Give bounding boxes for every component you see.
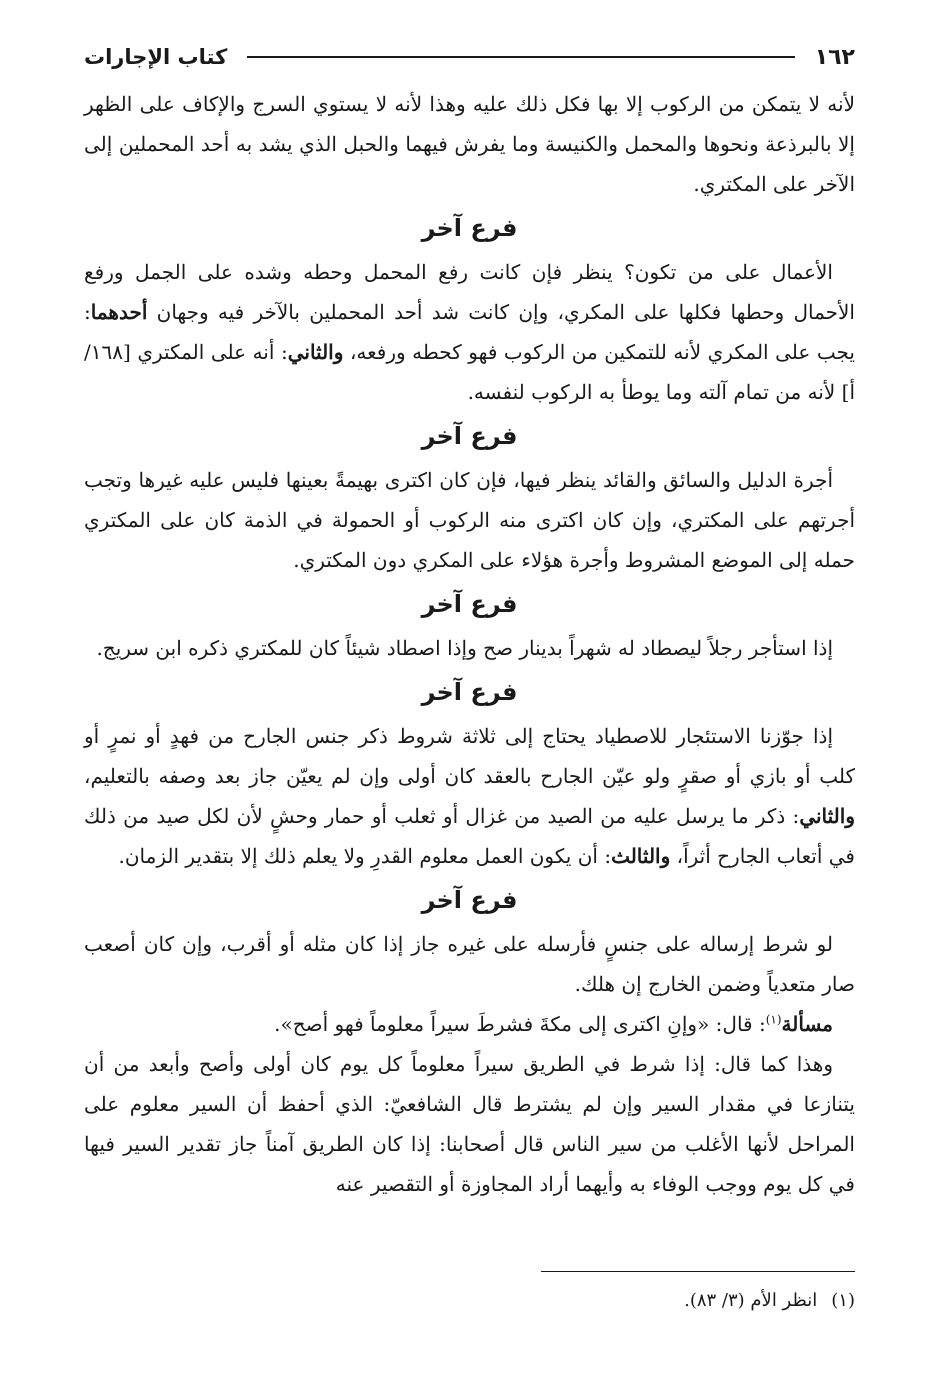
section-heading-3: فرع آخر bbox=[421, 590, 518, 618]
paragraph-6: لو شرط إرساله على جنسٍ فأرسله على غيره جاز إذا كان مثله أو أقرب، وإن كان أصعب صار متعدياً وضمن الخارج إن هلك. bbox=[84, 932, 855, 996]
footnote-number: (١) bbox=[831, 1290, 855, 1311]
page-number: ١٦٢ bbox=[814, 44, 855, 70]
paragraph-4: إذا استأجر رجلاً ليصطاد له شهراً بدينار صح وإذا اصطاد شيئاً كان للمكتري ذكره ابن سريج. bbox=[96, 636, 833, 660]
paragraph-5 bbox=[84, 716, 855, 876]
paragraph-8: وهذا كما قال: إذا شرط في الطريق سيراً معلوماً كل يوم كان أولى وأصح وأبعد من أن يتنازعا في مقدار السير وإن لم يشترط قال الشافعيّ: الذي أحفظ أن السير معلوم على المراحل لأنها الأغلب من سير الناس قال أصحابنا: إذا كان الطريق آمناً جاز تقدير السير فيها في كل يوم ووجب الوفاء به وأيهما أراد المجاوزة أو التقصير عنه bbox=[84, 1052, 855, 1196]
paragraph-5-text-a: إذا جوّزنا الاستئجار للاصطياد يحتاج إلى ثلاثة شروط ذكر جنس الجارح من فهدٍ أو نمرٍ أو كلب أو بازي أو صقرٍ ولو عيّن الجارح بالعقد كان أولى وإن لم يعيّن جاز بعد وصفه بالتعليم، bbox=[84, 724, 855, 788]
running-title: كتاب الإجارات bbox=[84, 45, 228, 69]
body-text bbox=[84, 84, 855, 1204]
paragraph-5-text-b: : ذكر ما يرسل عليه من الصيد من غزال أو ثعلب أو حمار وحشٍ لأن لكل صيد من ذلك في أتعاب الجارح أثراً، bbox=[84, 804, 855, 868]
footnote-reference[interactable]: (١) bbox=[765, 1012, 782, 1027]
paragraph-1: لأنه لا يتمكن من الركوب إلا بها فكل ذلك عليه وهذا لأنه لا يستوي السرج والإكاف على الظهر إلا بالبرذعة ونحوها والمحمل والكنيسة وما يفرش فيهما والحبل الذي يشد به أحد المحملين إلى الآخر على المكتري. bbox=[84, 92, 855, 196]
section-heading-4: فرع آخر bbox=[421, 678, 518, 706]
section-heading-5: فرع آخر bbox=[421, 886, 518, 914]
page-header bbox=[84, 36, 855, 78]
paragraph-7 bbox=[84, 1004, 855, 1044]
footnote-text: انظر الأم (٣/ ٨٣). bbox=[684, 1290, 818, 1311]
paragraph-2 bbox=[84, 252, 855, 412]
paragraph-2-text-c: : أنه على المكتري [١٦٨/أ] لأنه من تمام آلته وما يوطأ به الركوب لنفسه. bbox=[84, 340, 855, 404]
section-heading-1: فرع آخر bbox=[421, 214, 518, 242]
paragraph-7-text: : قال: «وإنِ اكترى إلى مكةَ فشرطَ سيراً معلوماً فهو أصح». bbox=[274, 1012, 766, 1036]
header-rule bbox=[247, 56, 794, 58]
paragraph-2-bold-first: أحدهما bbox=[90, 300, 148, 324]
masala-label: مسألة bbox=[781, 1012, 833, 1036]
paragraph-5-text-c: : أن يكون العمل معلوم القدرِ ولا يعلم ذلك إلا بتقدير الزمان. bbox=[118, 844, 612, 868]
paragraph-3: أجرة الدليل والسائق والقائد ينظر فيها، فإن كان اكترى بهيمةً بعينها فليس عليه غيرها وتجب أجرتهم على المكتري، وإن كان اكترى منه الركوب أو الحمولة في الذمة كان على المكتري حمله إلى الموضع المشروط وأجرة هؤلاء على المكري دون المكتري. bbox=[84, 468, 855, 572]
section-heading-2: فرع آخر bbox=[421, 422, 518, 450]
paragraph-5-bold-second: والثاني bbox=[799, 804, 855, 828]
footnote bbox=[684, 1286, 855, 1316]
footnote-rule bbox=[541, 1271, 855, 1272]
paragraph-2-text-a: الأعمال على من تكون؟ ينظر فإن كانت رفع المحمل وحطه وشده على الجمل ورفع الأحمال وحطها فكلها على المكري، وإن كانت شد أحد المحملين بالآخر فيه وجهان bbox=[84, 260, 855, 324]
paragraph-5-bold-third: والثالث bbox=[611, 844, 671, 868]
paragraph-2-bold-second: والثاني bbox=[287, 340, 344, 364]
paragraph-2-text-b: : يجب على المكري لأنه للتمكين من الركوب فهو كحطه ورفعه، bbox=[84, 300, 856, 364]
